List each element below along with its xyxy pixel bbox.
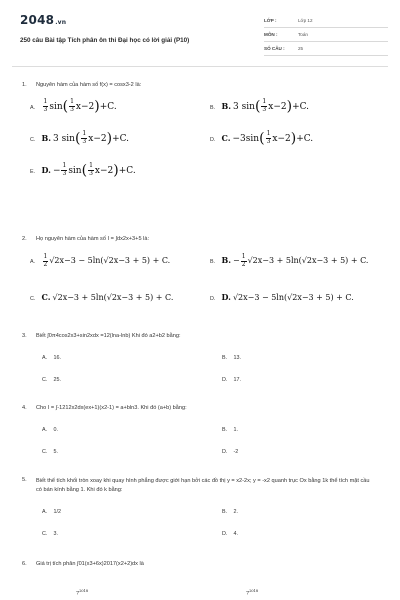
question-number: 2. xyxy=(22,236,27,242)
option-letter: A. xyxy=(42,355,48,361)
option-letter: D. xyxy=(222,531,228,537)
option-d[interactable] xyxy=(222,531,238,537)
option-letter: B. xyxy=(210,104,216,111)
option-math: C. √2x−3 + 5ln(√2x−3 + 5) + C. xyxy=(41,292,174,302)
question-stem xyxy=(22,561,144,567)
option-letter: C. xyxy=(42,449,48,455)
question-text: Cho I = ∫-1212x2dx(ex+1)(x2-1) = a+bln3. Khi đó (a+b) bằng: xyxy=(36,405,187,411)
option-letter: D. xyxy=(222,449,228,455)
option-d[interactable] xyxy=(222,449,238,455)
option-b[interactable] xyxy=(210,98,309,114)
option-e[interactable] xyxy=(30,162,136,178)
option-a[interactable] xyxy=(30,254,170,268)
option-text: -2 xyxy=(233,449,239,455)
document-header xyxy=(12,10,388,62)
question-text: Nguyên hàm của hàm số f(x) = cosx3-2 là: xyxy=(36,82,142,88)
option-letter: B. xyxy=(222,427,228,433)
option-letter: B. xyxy=(222,355,228,361)
option-b[interactable] xyxy=(222,355,241,361)
option-letter: C. xyxy=(30,136,36,143)
option-text: 5. xyxy=(53,449,58,455)
question-stem xyxy=(22,82,141,88)
option-d[interactable] xyxy=(222,377,241,383)
option-text: 3. xyxy=(53,531,58,537)
meta-key: SỐ CÂU : xyxy=(264,46,285,51)
question-text: Biết thể tích khối tròn xoay khi quay hình phẳng được giới hạn bởi các đồ thị y = x2-2x; y = -x2 quanh trục Ox bằng 1k thể tích mặt cầu có bán kính bằng 1. Khi đó k bằng: xyxy=(36,478,370,493)
option-b[interactable] xyxy=(210,254,368,268)
header-divider xyxy=(12,66,388,67)
question-number: 6. xyxy=(22,561,27,567)
option-text: 16. xyxy=(53,355,61,361)
option-text: 4. xyxy=(233,531,238,537)
option-letter: E. xyxy=(30,168,36,175)
meta-value: Toán xyxy=(298,32,308,37)
question-number: 4. xyxy=(22,405,27,411)
question-stem xyxy=(22,405,187,411)
option-c[interactable] xyxy=(42,531,58,537)
option-math: D. − $\frac{1}{3}$ sin( $\frac{1}{3}$ x−2)+C. xyxy=(41,162,136,178)
option-c[interactable] xyxy=(42,377,61,383)
option-letter: C. xyxy=(30,296,36,302)
site-logo[interactable] xyxy=(20,13,66,27)
option-letter: A. xyxy=(42,509,48,515)
question-number: 1. xyxy=(22,82,27,88)
option-d[interactable] xyxy=(210,130,313,146)
option-a[interactable] xyxy=(42,427,58,433)
meta-value: 25 xyxy=(298,46,304,51)
option-d[interactable] xyxy=(210,292,354,302)
option-letter: B. xyxy=(210,259,216,265)
option-math: $\frac{1}{3}$ sin( $\frac{1}{3}$ x−2)+C. xyxy=(43,98,117,114)
option-math: $\frac{1}{2}$ √2x−3 − 5ln(√2x−3 + 5) + C. xyxy=(43,253,171,268)
option-letter: B. xyxy=(222,509,228,515)
option-letter: C. xyxy=(42,531,48,537)
option-math: C. −3sin( $\frac{1}{3}$ x−2)+C. xyxy=(221,130,314,146)
option-a[interactable] xyxy=(42,509,61,515)
option-b[interactable] xyxy=(222,427,238,433)
question-stem xyxy=(22,477,376,495)
meta-row-count xyxy=(264,42,388,56)
option-letter: D. xyxy=(222,377,228,383)
option-text: 0. xyxy=(53,427,58,433)
option-text: 25. xyxy=(53,377,61,383)
question-number: 5. xyxy=(22,477,27,483)
meta-key: LỚP : xyxy=(264,18,277,23)
option-c[interactable] xyxy=(42,449,58,455)
question-text: Biết ∫0π4cos2x3+sin2xdx =12(lna-lnb) Khi đó a2+b2 bằng: xyxy=(36,333,181,339)
partial-option-b: $7^{2018}$ xyxy=(246,589,259,597)
document-title: 250 câu Bài tập Tích phân ôn thi Đại học có lời giải (P10) xyxy=(20,37,190,44)
question-text: Giá trị tích phân ∫01(x3+6x)2017(x2+2)dx là xyxy=(36,561,144,567)
option-a[interactable] xyxy=(42,355,61,361)
meta-row-subject xyxy=(264,28,388,42)
option-a[interactable] xyxy=(30,98,117,114)
option-c[interactable] xyxy=(30,292,173,302)
option-math: B. 3 sin( $\frac{1}{3}$ x−2)+C. xyxy=(221,98,310,114)
logo-tld: .vn xyxy=(55,19,67,26)
option-math: B. 3 sin( $\frac{1}{3}$ x−2)+C. xyxy=(41,130,130,146)
meta-value: Lớp 12 xyxy=(298,18,313,23)
option-c[interactable] xyxy=(30,130,129,146)
meta-table xyxy=(264,14,388,56)
meta-key: MÔN : xyxy=(264,32,278,37)
question-stem xyxy=(22,236,149,242)
option-math: D. √2x−3 − 5ln(√2x−3 + 5) + C. xyxy=(221,292,354,302)
logo-text: 2048 xyxy=(20,13,55,27)
option-letter: C. xyxy=(42,377,48,383)
option-text: 2. xyxy=(233,509,238,515)
option-math: B. − $\frac{1}{2}$ √2x−3 + 5ln(√2x−3 + 5) + C. xyxy=(221,253,369,268)
option-text: 1. xyxy=(233,427,238,433)
option-letter: A. xyxy=(30,104,36,111)
question-text: Họ nguyên hàm của hàm số I = ∫dx2x+3+5 là: xyxy=(36,236,150,242)
option-text: 17. xyxy=(233,377,241,383)
option-text: 13. xyxy=(233,355,241,361)
option-letter: A. xyxy=(30,259,36,265)
option-b[interactable] xyxy=(222,509,238,515)
partial-option-a: $7^{2018}$ xyxy=(76,589,89,597)
option-letter: A. xyxy=(42,427,48,433)
meta-row-class xyxy=(264,14,388,28)
option-letter: D. xyxy=(210,296,216,302)
question-number: 3. xyxy=(22,333,27,339)
option-text: 1/2 xyxy=(53,509,61,515)
question-stem xyxy=(22,333,181,339)
option-letter: D. xyxy=(210,136,216,143)
